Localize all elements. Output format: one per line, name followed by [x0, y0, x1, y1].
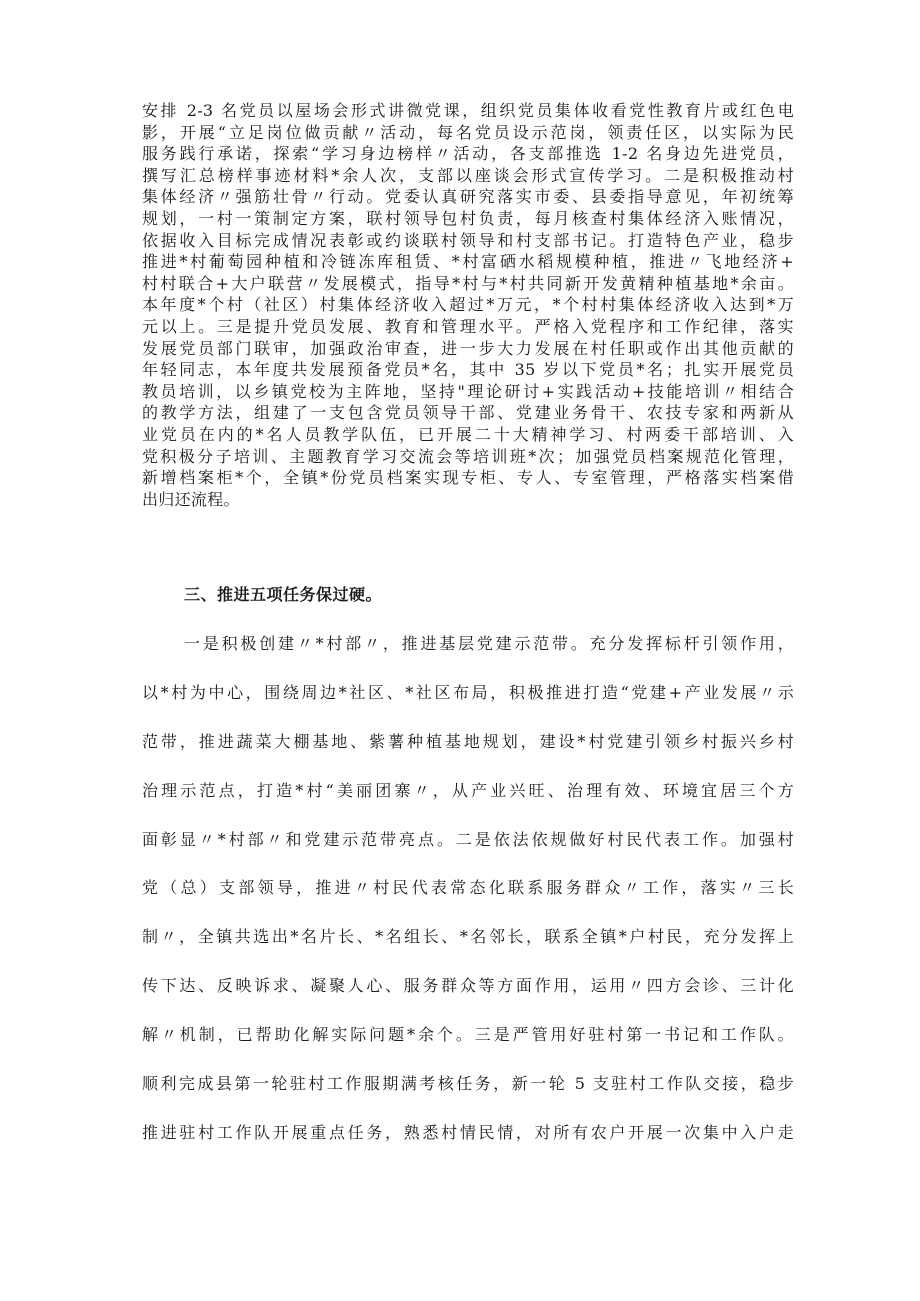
paragraph-line: 年轻同志，本年度共发展预备党员*名，其中 35 岁以下党员*名；扎实开展党员 — [142, 360, 794, 380]
paragraph-line: 治理示范点，打造*村“美丽团寨〃，从产业兴旺、治理有效、环境宜居三个方 — [142, 780, 794, 800]
paragraph-line: 服务践行承诺，探索“学习身边榜样〃活动，各支部推选 1-2 名身边先进党员， — [142, 144, 794, 164]
paragraph-line: 集体经济〃强筋壮骨〃行动。党委认真研究落实市委、县委指导意见，年初统筹 — [142, 187, 794, 207]
paragraph-line: 元以上。三是提升党员发展、教育和管理水平。严格入党程序和工作纪律，落实 — [142, 316, 794, 336]
paragraph-line: 本年度*个村（社区）村集体经济收入超过*万元，*个村村集体经济收入达到*万 — [142, 295, 794, 315]
paragraph-line: 一是积极创建〃*村部〃，推进基层党建示范带。充分发挥标杆引领作用， — [184, 634, 794, 653]
section-heading: 三、推进五项任务保过硬。 — [184, 585, 383, 604]
paragraph-line: 党积极分子培训、主题教育学习交流会等培训班*次；加强党员档案规范化管理， — [142, 446, 794, 466]
paragraph-line: 推进*村葡萄园种植和冷链冻库租赁、*村富硒水稻规模种植，推进〃飞地经济+ — [142, 252, 794, 272]
paragraph-line: 依据收入目标完成情况表彰或约谈联村领导和村支部书记。打造特色产业，稳步 — [142, 230, 794, 250]
paragraph-line: 村村联合+大户联营〃发展模式，指导*村与*村共同新开发黄精种植基地*余亩。 — [142, 273, 794, 293]
paragraph-line: 范带，推进蔬菜大棚基地、紫薯种植基地规划，建设*村党建引领乡村振兴乡村 — [142, 731, 794, 751]
paragraph-line: 业党员在内的*名人员教学队伍，已开展二十大精神学习、村两委干部培训、入 — [142, 424, 794, 444]
paragraph-line: 出归还流程。 — [142, 489, 240, 509]
paragraph-line: 顺利完成县第一轮驻村工作服期满考核任务，新一轮 5 支驻村工作队交接，稳步 — [142, 1074, 794, 1094]
paragraph-line: 传下达、反映诉求、凝聚人心、服务群众等方面作用，运用〃四方会诊、三计化 — [142, 976, 794, 996]
paragraph-line: 撰写汇总榜样事迹材料*余人次，支部以座谈会形式宣传学习。二是积极推动村 — [142, 165, 794, 185]
paragraph-line: 面彰显〃*村部〃和党建示范带亮点。二是依法依规做好村民代表工作。加强村 — [142, 829, 794, 849]
paragraph-loose — [142, 630, 794, 1168]
paragraph-dense — [142, 100, 794, 510]
paragraph-line: 发展党员部门联审，加强政治审查，进一步大力发展在村任职或作出其他贡献的 — [142, 338, 794, 358]
paragraph-line: 解〃机制，已帮助化解实际问题*余个。三是严管用好驻村第一书记和工作队。 — [142, 1025, 794, 1045]
paragraph-line: 的教学方法，组建了一支包含党员领导干部、党建业务骨干、农技专家和两新从 — [142, 403, 794, 423]
paragraph-line: 推进驻村工作队开展重点任务，熟悉村情民情，对所有农户开展一次集中入户走 — [142, 1122, 794, 1142]
paragraph-line: 党（总）支部领导，推进〃村民代表常态化联系服务群众〃工作，落实〃三长 — [142, 878, 794, 898]
paragraph-line: 制〃，全镇共选出*名片长、*名组长、*名邻长，联系全镇*户村民，充分发挥上 — [142, 927, 794, 947]
paragraph-line: 影，开展“立足岗位做贡献〃活动，每名党员设示范岗，领责任区，以实际为民 — [142, 122, 794, 142]
paragraph-line: 安排 2-3 名党员以屋场会形式讲微党课，组织党员集体收看党性教育片或红色电 — [142, 101, 794, 120]
paragraph-line: 规划，一村一策制定方案，联村领导包村负责，每月核查村集体经济入账情况， — [142, 208, 794, 228]
paragraph-line: 以*村为中心，围绕周边*社区、*社区布局，积极推进打造“党建+产业发展〃示 — [142, 682, 794, 702]
paragraph-line: 教员培训，以乡镇党校为主阵地，坚持"理论研讨+实践活动+技能培训〃相结合 — [142, 381, 794, 401]
paragraph-line: 新增档案柜*个，全镇*份党员档案实现专柜、专人、专室管理，严格落实档案借 — [142, 468, 794, 488]
